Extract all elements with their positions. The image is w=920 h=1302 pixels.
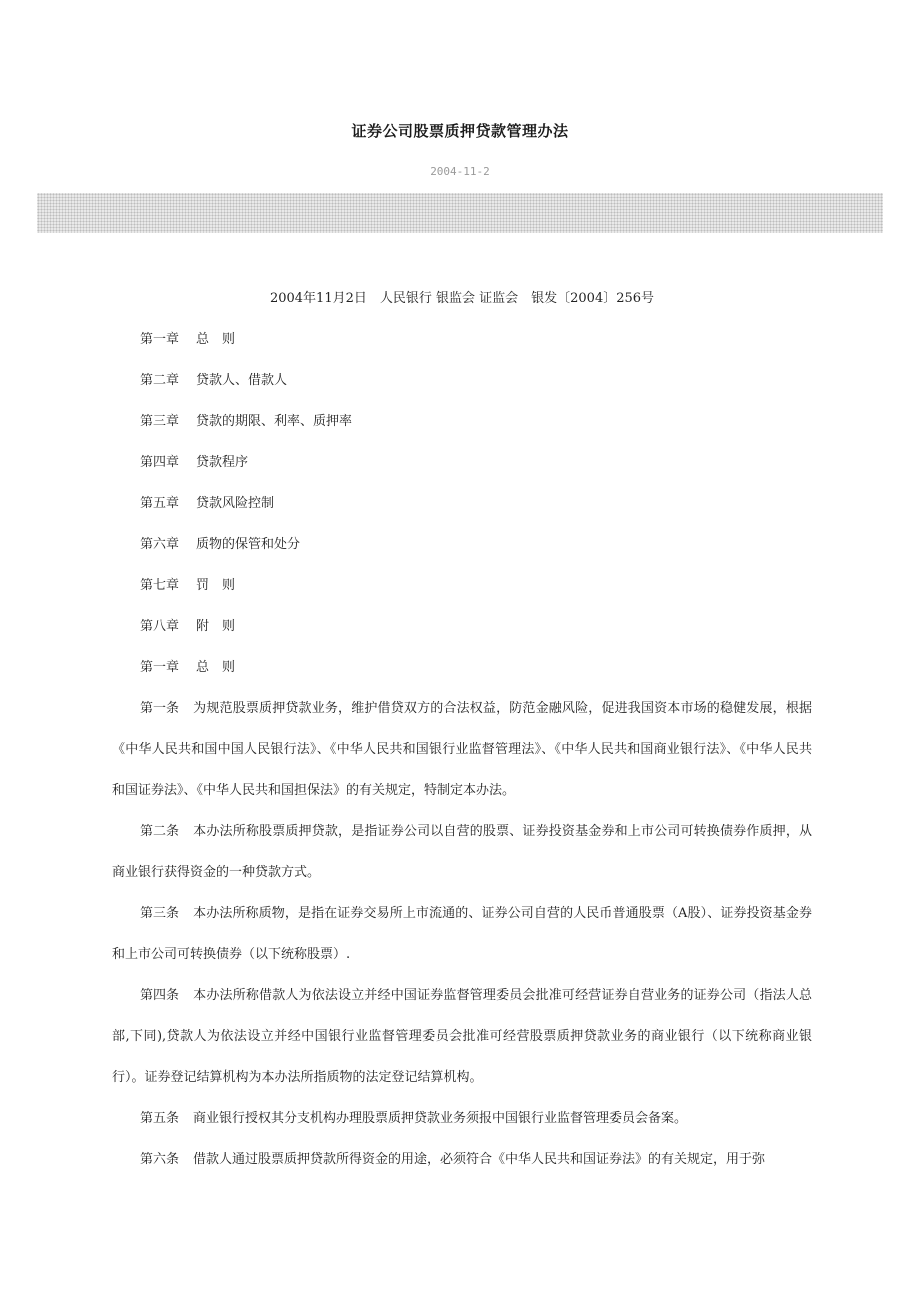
toc-chapter-title: 罚 则 [196,578,236,593]
article-no: 第三条 [140,906,180,921]
toc-chapter-no: 第三章 [140,414,180,429]
toc-item [112,401,812,442]
document-body [112,278,812,1180]
article-text: 本办法所称借款人为依法设立并经中国证券监督管理委员会批准可经营证券自营业务的证券公司（指法人总部,下同),贷款人为依法设立并经中国银行业监督管理委员会批准可经营股票质押贷款业务的商业银行（以下统称商业银行）。证券登记结算机构为本办法所指质物的法定登记结算机构。 [112,988,812,1085]
toc-item [112,442,812,483]
article-text: 商业银行授权其分支机构办理股票质押贷款业务须报中国银行业监督管理委员会备案。 [193,1111,688,1126]
toc-chapter-no: 第五章 [140,496,180,511]
issue-line: 2004年11月2日 人民银行 银监会 证监会 银发〔2004〕256号 [269,291,655,306]
article-text: 为规范股票质押贷款业务，维护借贷双方的合法权益，防范金融风险，促进我国资本市场的稳健发展，根据《中华人民共和国中国人民银行法》、《中华人民共和国银行业监督管理法》、《中华人民共和国商业银行法》、《中华人民共和国证券法》、《中华人民共和国担保法》的有关规定，特制定本办法。 [112,701,812,798]
article-paragraph [112,688,812,811]
toc-chapter-title: 附 则 [196,619,236,634]
toc-chapter-title: 质物的保管和处分 [196,537,301,552]
article-no: 第二条 [140,824,180,839]
article-paragraph [112,1098,812,1139]
toc-item [112,319,812,360]
publish-date: 2004-11-2 [430,165,490,178]
article-text: 本办法所称质物，是指在证券交易所上市流通的、证券公司自营的人民币普通股票（A股）、证券投资基金券和上市公司可转换债券（以下统称股票）. [112,906,812,962]
chapter-heading-no: 第一章 [140,660,180,675]
toc-chapter-title: 贷款风险控制 [196,496,275,511]
page-title: 证券公司股票质押贷款管理办法 [351,122,569,140]
article-no: 第一条 [140,701,180,716]
article-text: 借款人通过股票质押贷款所得资金的用途，必须符合《中华人民共和国证券法》的有关规定，用于弥 [193,1152,766,1167]
toc-chapter-title: 贷款人、借款人 [196,373,288,388]
article-paragraph [112,975,812,1098]
article-paragraph [112,811,812,893]
article-no: 第五条 [140,1111,180,1126]
toc-item [112,524,812,565]
toc-chapter-no: 第八章 [140,619,180,634]
article-paragraph [112,1139,812,1180]
article-paragraph [112,893,812,975]
toc-chapter-no: 第六章 [140,537,180,552]
toc-chapter-title: 总 则 [196,332,236,347]
toc-item [112,565,812,606]
toc-item [112,606,812,647]
article-no: 第六条 [140,1152,180,1167]
toc-chapter-title: 贷款的期限、利率、质押率 [196,414,353,429]
toc-chapter-title: 贷款程序 [196,455,249,470]
dotted-divider-band [37,193,883,233]
chapter-heading [112,647,812,688]
toc-chapter-no: 第一章 [140,332,180,347]
toc-chapter-no: 第二章 [140,373,180,388]
toc-chapter-no: 第四章 [140,455,180,470]
chapter-heading-title: 总 则 [196,660,236,675]
article-no: 第四条 [140,988,180,1003]
article-text: 本办法所称股票质押贷款，是指证券公司以自营的股票、证券投资基金券和上市公司可转换债券作质押，从商业银行获得资金的一种贷款方式。 [112,824,812,880]
toc-chapter-no: 第七章 [140,578,180,593]
toc-item [112,483,812,524]
toc-item [112,360,812,401]
